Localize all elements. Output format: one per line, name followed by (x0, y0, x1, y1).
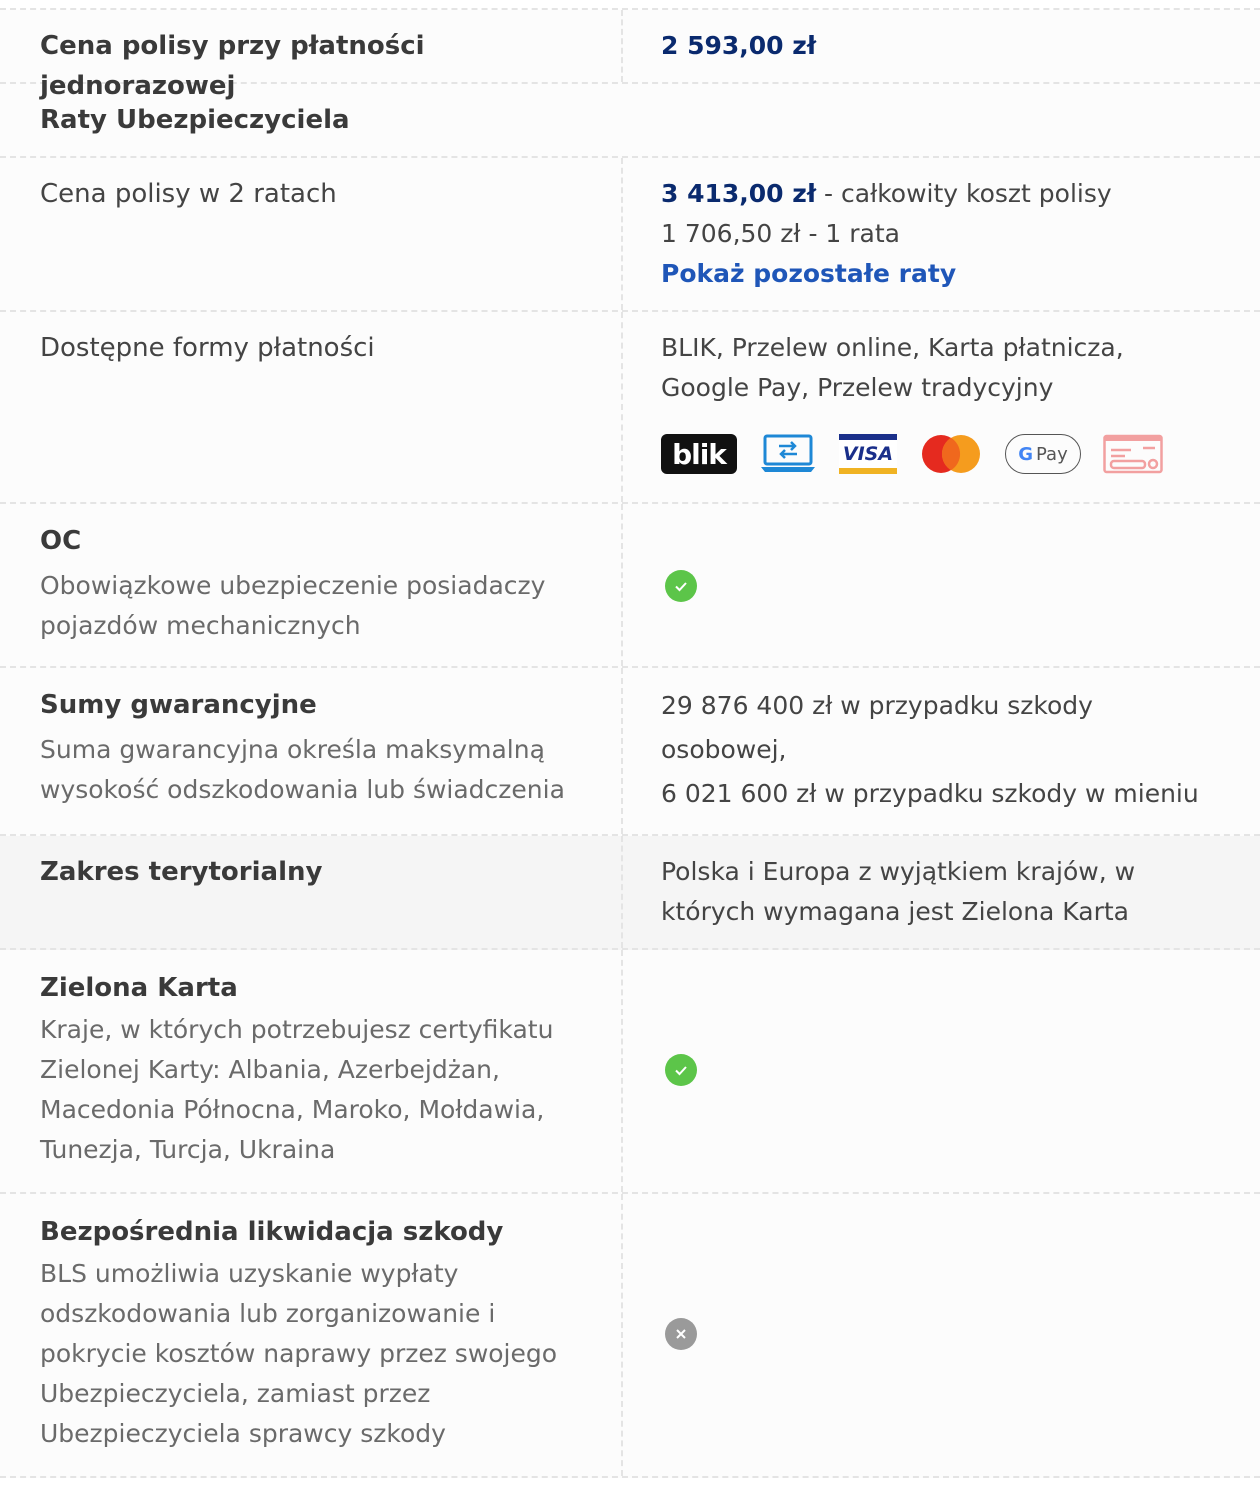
row-label-cell (0, 504, 623, 666)
google-g-icon: G (1018, 443, 1034, 465)
green-card-description: Kraje, w których potrzebujesz certyfikatu Zielonej Karty: Albania, Azerbejdżan, Macedonia Północna, Maroko, Mołdawia, Tunezja, Turcja, Ukraina (40, 1015, 554, 1164)
row-territorial-scope (0, 836, 1260, 950)
territorial-scope-title: Zakres terytorialny (40, 857, 323, 887)
oc-title: OC (40, 526, 82, 556)
blik-icon (661, 434, 737, 474)
row-label-cell (0, 10, 623, 101)
visa-icon-text: VISA (842, 443, 894, 465)
direct-claims-title: Bezpośrednia likwidacja szkody (40, 1217, 504, 1247)
row-label-cell (0, 668, 623, 834)
row-direct-claims (0, 1194, 1260, 1478)
row-guarantee-sums (0, 668, 1260, 836)
row-value-cell (623, 158, 1260, 310)
single-payment-label: Cena polisy przy płatności jednorazowej (40, 31, 425, 101)
row-value-cell (623, 950, 1260, 1192)
guarantee-sum-personal: 29 876 400 zł w przypadku szkody osobowej, (661, 691, 1093, 764)
row-value-cell (623, 836, 1260, 948)
installments-total-line (661, 174, 1220, 214)
row-oc (0, 504, 1260, 668)
green-card-title: Zielona Karta (40, 973, 238, 1003)
google-pay-icon (1005, 434, 1081, 474)
row-label-cell (0, 1194, 623, 1476)
row-single-payment (0, 10, 1260, 101)
oc-description: Obowiązkowe ubezpieczenie posiadaczy pojazdów mechanicznych (40, 571, 546, 640)
installments-label: Cena polisy w 2 ratach (40, 179, 337, 209)
row-value-cell (623, 312, 1260, 502)
row-green-card (0, 950, 1260, 1194)
payment-methods-line2: Google Pay, Przelew tradycyjny (661, 373, 1054, 402)
visa-icon (839, 434, 897, 474)
online-transfer-icon (759, 434, 817, 474)
traditional-transfer-icon (1103, 434, 1163, 474)
payment-icons (661, 434, 1220, 474)
guarantee-sum-property: 6 021 600 zł w przypadku szkody w mieniu (661, 779, 1199, 808)
installments-total-suffix: - całkowity koszt polisy (816, 179, 1112, 208)
installments-section-title: Raty Ubezpieczyciela (40, 105, 350, 135)
single-payment-price: 2 593,00 zł (661, 31, 817, 60)
row-label-cell (0, 312, 623, 502)
row-value-cell (623, 10, 1260, 82)
first-installment: 1 706,50 zł - 1 rata (661, 219, 900, 248)
payment-methods-line1: BLIK, Przelew online, Karta płatnicza, (661, 333, 1124, 362)
guarantee-sums-title: Sumy gwarancyjne (40, 690, 317, 720)
show-installments-link[interactable]: Pokaż pozostałe raty (661, 259, 957, 288)
mastercard-icon (919, 434, 983, 474)
row-label-cell (0, 950, 623, 1192)
oc-included-check-icon (665, 570, 697, 602)
policy-comparison-table (0, 8, 1260, 1478)
row-value-cell (623, 504, 1260, 666)
row-payment-methods (0, 312, 1260, 504)
row-installments (0, 158, 1260, 312)
blik-icon-text: blik (672, 437, 726, 471)
direct-claims-not-included-x-icon (665, 1318, 697, 1350)
payment-methods-label: Dostępne formy płatności (40, 333, 375, 363)
guarantee-sums-description: Suma gwarancyjna określa maksymalną wysokość odszkodowania lub świadczenia (40, 735, 565, 804)
row-label-cell (0, 836, 623, 948)
row-value-cell (623, 668, 1260, 834)
row-value-cell (623, 1194, 1260, 1476)
territorial-scope-value: Polska i Europa z wyjątkiem krajów, w których wymagana jest Zielona Karta (661, 857, 1136, 926)
direct-claims-description: BLS umożliwia uzyskanie wypłaty odszkodowania lub zorganizowanie i pokrycie kosztów naprawy przez swojego Ubezpieczyciela, zamiast przez Ubezpieczyciela sprawcy szkody (40, 1259, 558, 1448)
installments-total-price: 3 413,00 zł (661, 179, 817, 208)
google-pay-text: Pay (1036, 443, 1068, 465)
row-label-cell (0, 158, 623, 310)
green-card-included-check-icon (665, 1054, 697, 1086)
